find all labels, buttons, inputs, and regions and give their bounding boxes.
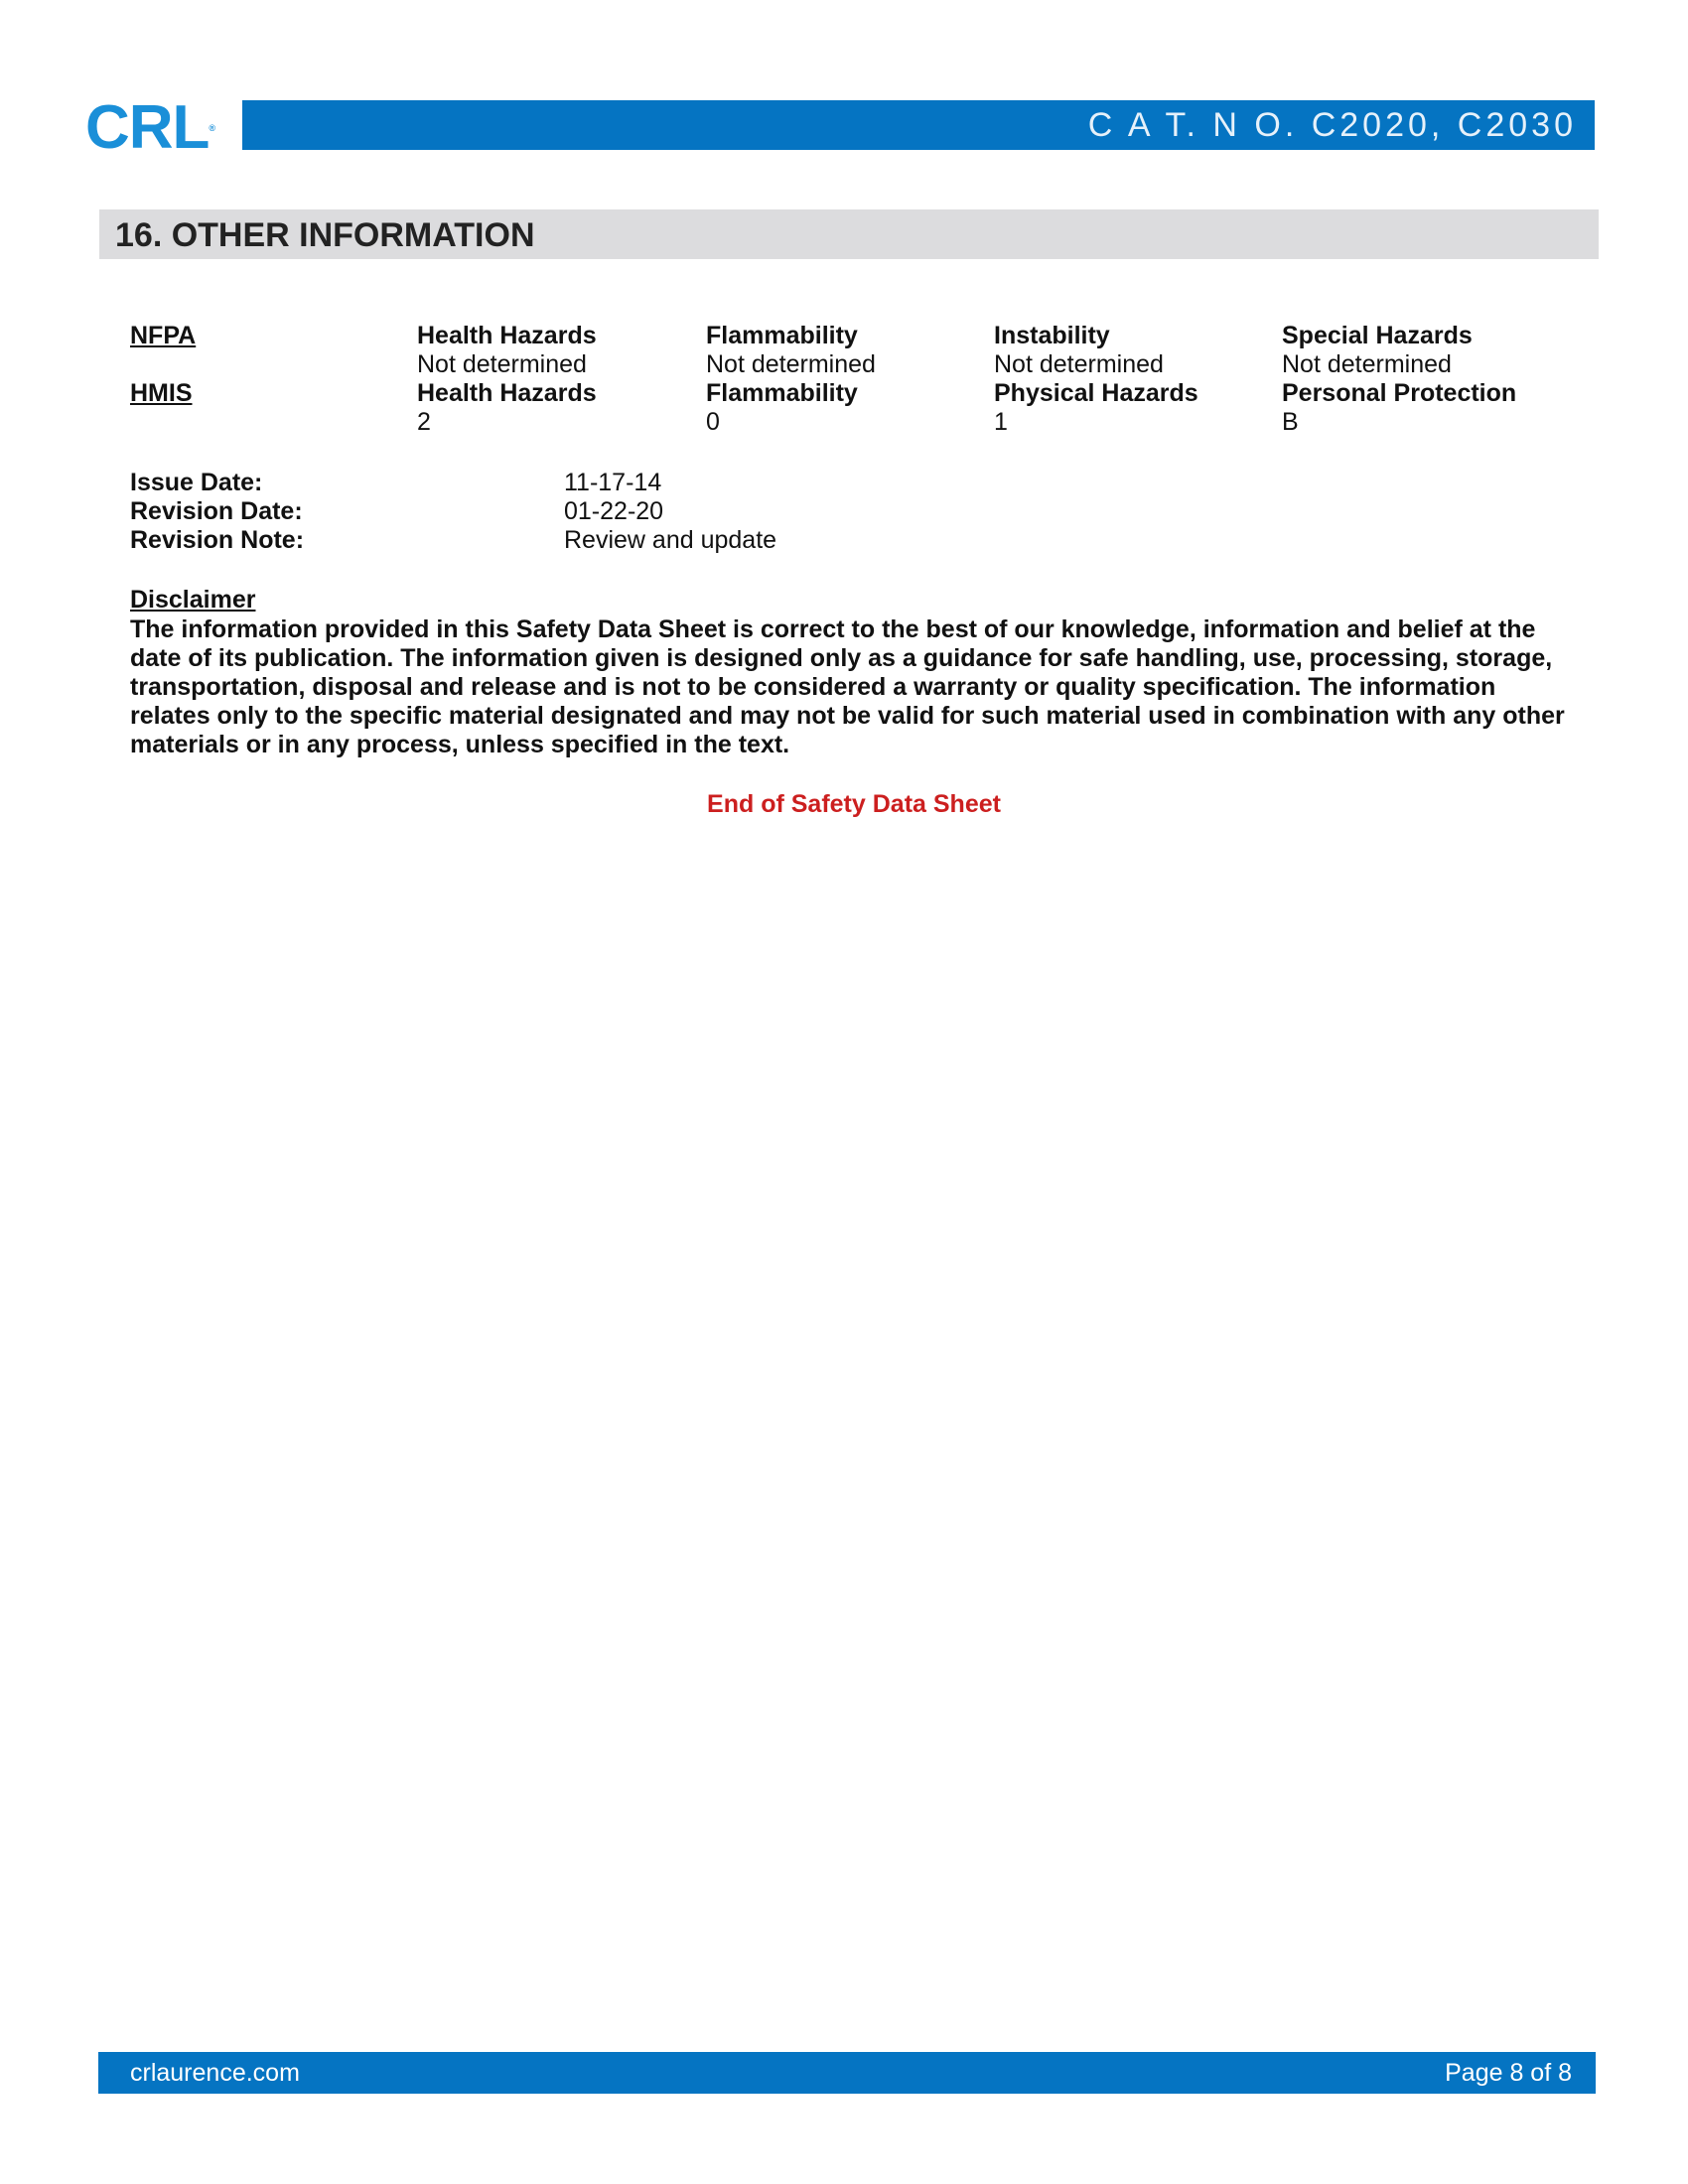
hmis-health-heading: Health Hazards [417, 379, 597, 407]
footer-bar [98, 2052, 1596, 2094]
nfpa-instability-heading: Instability [994, 322, 1110, 349]
header-bar [242, 100, 1595, 150]
hmis-protection-heading: Personal Protection [1282, 379, 1517, 407]
hmis-physical-value: 1 [994, 408, 1008, 436]
nfpa-special-heading: Special Hazards [1282, 322, 1473, 349]
issue-date-value: 11-17-14 [564, 469, 662, 496]
nfpa-health-value: Not determined [417, 350, 587, 378]
hmis-health-value: 2 [417, 408, 431, 436]
hmis-physical-heading: Physical Hazards [994, 379, 1198, 407]
nfpa-special-value: Not determined [1282, 350, 1452, 378]
hmis-flammability-heading: Flammability [706, 379, 858, 407]
hmis-label: HMIS [130, 379, 193, 407]
nfpa-flammability-heading: Flammability [706, 322, 858, 349]
revision-note-value: Review and update [564, 526, 777, 554]
section-title: 16. OTHER INFORMATION [115, 216, 535, 254]
logo-text: CRL [85, 93, 210, 162]
catalog-number: C A T. N O. C2020, C2030 [1087, 106, 1577, 144]
end-of-sheet-note: End of Safety Data Sheet [707, 790, 1001, 818]
issue-date-label: Issue Date: [130, 469, 263, 496]
nfpa-label: NFPA [130, 322, 197, 349]
disclaimer-text: The information provided in this Safety Data Sheet is correct to the best of our knowledge, information and belief at the date of its publication. The information given is designed only as a guidance for safe handling, use, processing, storage, transportation, disposal and release and is not to be considered a warranty or quality specification. The information relates only to the specific material designated and may not be valid for such material used in combination with any other materials or in any process, unless specified in the text. [130, 615, 1565, 758]
disclaimer-title: Disclaimer [130, 586, 256, 614]
nfpa-instability-value: Not determined [994, 350, 1164, 378]
nfpa-flammability-value: Not determined [706, 350, 876, 378]
hmis-protection-value: B [1282, 408, 1299, 436]
hmis-flammability-value: 0 [706, 408, 720, 436]
revision-date-value: 01-22-20 [564, 497, 664, 525]
crl-logo [85, 93, 216, 162]
revision-date-label: Revision Date: [130, 497, 303, 525]
nfpa-health-heading: Health Hazards [417, 322, 597, 349]
page-number: Page 8 of 8 [1445, 2059, 1572, 2087]
registered-mark: ® [209, 123, 216, 133]
revision-note-label: Revision Note: [130, 526, 305, 554]
section-header [99, 209, 1599, 259]
footer-website-link[interactable]: crlaurence.com [130, 2059, 300, 2087]
